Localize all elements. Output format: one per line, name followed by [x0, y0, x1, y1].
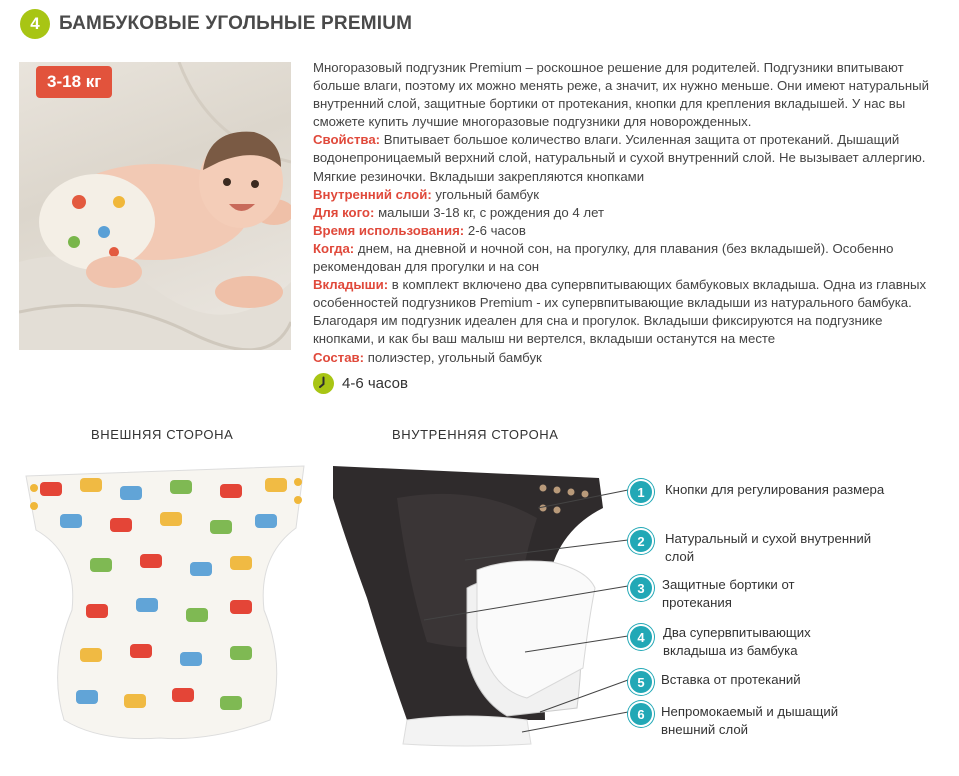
prop-value: в комплект включено два супервпитывающих бамбуковых вкладыша. Одна из главных особенностей подгузников Premium - их супервпитывающие вкладыши из натурального бамбука. Благодаря им подгузник идеален для сна и прогулок. Вкладыши фиксируются на подгузнике кнопками, и как бы ваш малыш ни вертелся, вкладыши останутся на месте	[313, 277, 927, 347]
legend-text-1: Кнопки для регулирования размера	[665, 482, 885, 497]
legend-text-4: Два супервпитывающих вкладыша из бамбука	[663, 625, 811, 658]
prop-label: Вкладыши:	[313, 277, 389, 293]
prop-label: Время использования:	[313, 222, 465, 238]
section-number-badge: 4	[20, 9, 50, 39]
legend-text-5: Вставка от протеканий	[661, 672, 801, 687]
prop-value: угольный бамбук	[435, 186, 540, 202]
outer-side-title: ВНЕШНЯЯ СТОРОНА	[91, 427, 234, 442]
legend-number-1: 1	[628, 479, 654, 505]
legend-number-2: 2	[628, 528, 654, 554]
section-title: БАМБУКОВЫЕ УГОЛЬНЫЕ PREMIUM	[59, 13, 413, 34]
legend-number-5: 5	[628, 669, 654, 695]
prop-label: Когда:	[313, 240, 355, 256]
legend-text-3: Защитные бортики от протекания	[662, 577, 795, 610]
legend-number-3: 3	[628, 575, 654, 601]
prop-label: Для кого:	[313, 204, 375, 220]
prop-value: днем, на дневной и ночной сон, на прогулку, для плавания (без вкладышей). Особенно рекомендован для прогулки и на сон	[313, 240, 894, 275]
prop-label: Свойства:	[313, 132, 381, 148]
prop-value: малыши 3-18 кг, с рождения до 4 лет	[378, 204, 605, 220]
inner-side-title: ВНУТРЕННЯЯ СТОРОНА	[392, 427, 559, 442]
prop-label: Состав:	[313, 349, 365, 365]
prop-value: Впитывает большое количество влаги. Усиленная защита от протеканий. Дышащий водонепроницаемый верхний слой, натуральный и сухой внутренний слой. Не вызывает аллергию. Мягкие резиночки. Вкладыши закрепляются кнопками	[313, 132, 926, 184]
usage-time-text: 4-6 часов	[342, 375, 408, 392]
legend-text-2: Натуральный и сухой внутренний слой	[665, 531, 872, 564]
legend-number-4: 4	[628, 624, 654, 650]
legend-text-6: Непромокаемый и дышащий внешний слой	[661, 704, 839, 737]
prop-label: Внутренний слой:	[313, 186, 432, 202]
prop-value: полиэстер, угольный бамбук	[367, 349, 542, 365]
description-intro: Многоразовый подгузник Premium – роскошное решение для родителей. Подгузники впитывают больше влаги, поэтому их можно менять реже, а значит, их нужно меньше. Они имеют натуральный внутренний слой, защитные бортики от протекания, кнопки для крепления вкладышей. У нас вы сможете купить лучшие многоразовые подгузники для новорожденных.	[313, 60, 929, 130]
weight-badge: 3-18 кг	[36, 66, 112, 98]
prop-value: 2-6 часов	[467, 222, 526, 238]
legend-number-6: 6	[628, 701, 654, 727]
